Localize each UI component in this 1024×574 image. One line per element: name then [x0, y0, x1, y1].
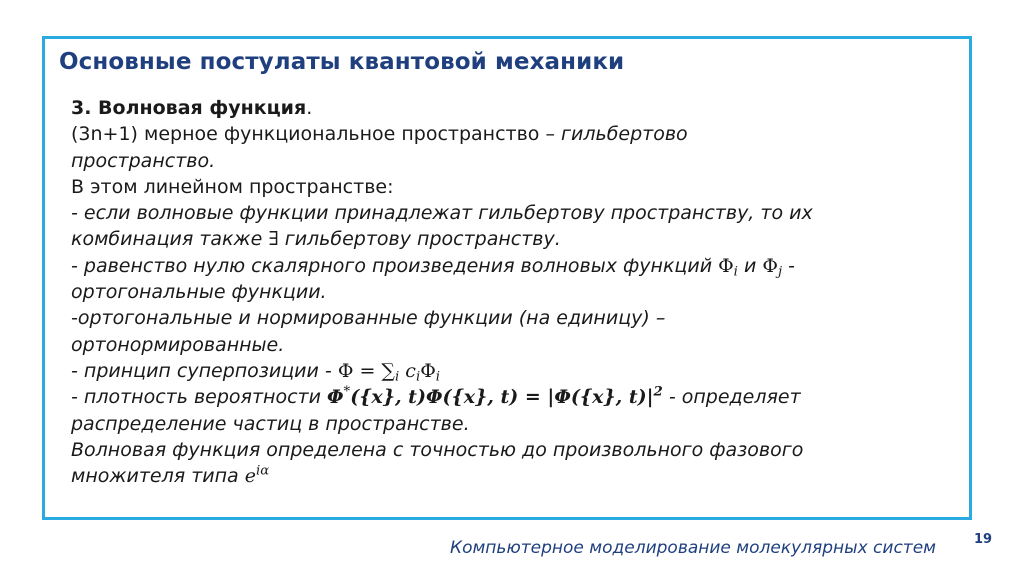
- slide-title: Основные постулаты квантовой механики: [59, 49, 625, 75]
- exponent-power: iα: [256, 463, 270, 479]
- line-2-text: (3n+1) мерное функциональное пространство –: [71, 123, 562, 146]
- line-6-text-a: комбинация также: [71, 228, 269, 251]
- line-12-text: - плотность вероятности: [71, 386, 327, 409]
- density-phi: Φ: [326, 386, 344, 409]
- body-line-6: [71, 226, 951, 252]
- coefficient-index: i: [415, 369, 421, 385]
- superposition-equals: =: [353, 359, 382, 382]
- slide-body: [71, 95, 951, 489]
- exponent-base: e: [244, 465, 256, 488]
- body-line-15: [71, 463, 951, 489]
- superposition-phi: Φ: [337, 359, 354, 382]
- body-line-4: В этом линейном пространстве:: [71, 175, 394, 198]
- coefficient-c: c: [399, 359, 416, 382]
- phi-symbol-j: Φ: [762, 254, 778, 277]
- line-2-italic: гильбертово: [561, 123, 688, 146]
- heading-dot: .: [306, 97, 313, 119]
- body-line-5: - если волновые функции принадлежат гильбертову пространству, то их: [71, 202, 813, 225]
- body-line-13: распределение частиц в пространстве.: [71, 412, 470, 435]
- conjugate-star: *: [343, 384, 351, 400]
- exists-symbol: ∃: [268, 228, 279, 251]
- body-line-1: [71, 95, 951, 121]
- body-line-8: ортогональные функции.: [71, 281, 327, 304]
- density-formula: ({x}, t)Φ({x}, t) = |Φ({x}, t)|: [350, 386, 654, 409]
- body-line-7: [71, 253, 951, 279]
- line-15-text: множителя типа: [71, 465, 245, 488]
- body-line-2: [71, 121, 951, 147]
- subscript-j: j: [777, 264, 783, 280]
- line-11-text: - принцип суперпозиции -: [71, 359, 338, 382]
- body-line-11: [71, 358, 951, 384]
- body-line-9: -ортогональные и нормированные функции (на единицу) –: [71, 307, 666, 330]
- line-7-text: - равенство нулю скалярного произведения волновых функций: [71, 254, 719, 277]
- basis-index: i: [435, 369, 441, 385]
- body-line-12: [71, 384, 951, 410]
- square-power: 2: [653, 384, 663, 400]
- phi-symbol-i: Φ: [718, 254, 734, 277]
- body-line-14: Волновая функция определена с точностью до произвольного фазового: [71, 438, 804, 461]
- subscript-i: i: [733, 264, 738, 280]
- page-number: 19: [974, 532, 993, 547]
- content-frame: [42, 36, 972, 520]
- line-7-and: и: [737, 254, 763, 277]
- body-line-10: ортонормированные.: [71, 333, 285, 356]
- section-heading: 3. Волновая функция: [71, 97, 307, 119]
- line-7-dash: -: [782, 254, 795, 277]
- line-12-tail: - определяет: [662, 386, 801, 409]
- sum-symbol: ∑: [381, 359, 395, 382]
- sum-index: i: [394, 369, 400, 385]
- line-6-text-b: гильбертову пространству.: [278, 228, 561, 251]
- basis-phi: Φ: [420, 359, 436, 382]
- footer-text: Компьютерное моделирование молекулярных систем: [450, 538, 936, 558]
- body-line-3: пространство.: [71, 149, 216, 172]
